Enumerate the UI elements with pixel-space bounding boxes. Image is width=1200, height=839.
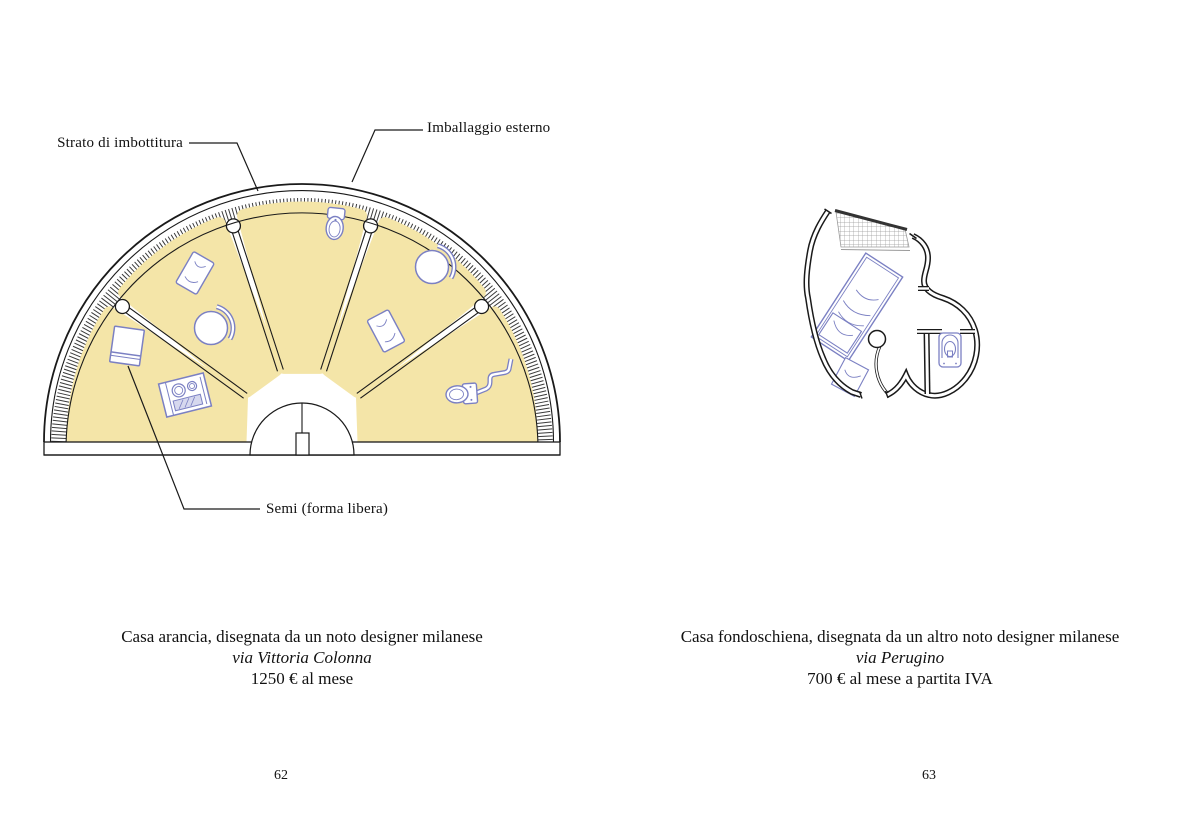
right-figure-caption xyxy=(650,626,1150,689)
caption-price: 1250 € al mese xyxy=(250,669,354,688)
caption-title: Casa fondoschiena, disegnata da un altro noto designer milanese xyxy=(680,627,1120,646)
bed-icon xyxy=(811,253,902,361)
caption-title: Casa arancia, disegnata da un noto designer milanese xyxy=(121,627,483,646)
annotation-packaging: Imballaggio esterno xyxy=(427,120,551,136)
left-figure-caption xyxy=(52,626,552,689)
door-leaf xyxy=(296,433,309,455)
orange-house-floorplan xyxy=(30,95,580,535)
toilet-icon xyxy=(939,333,961,367)
butt-house-floorplan xyxy=(795,195,995,410)
annotation-padding: Strato di imbottitura xyxy=(57,135,183,151)
caption-price: 700 € al mese a partita IVA xyxy=(807,669,993,688)
page-number-right: 63 xyxy=(922,768,936,783)
skylight-grid xyxy=(835,211,910,251)
bed-icon xyxy=(110,326,145,366)
annotation-seeds: Semi (forma libera) xyxy=(266,501,389,517)
page-number-left: 62 xyxy=(274,768,288,783)
caption-street: via Vittoria Colonna xyxy=(232,648,372,667)
caption-street: via Perugino xyxy=(855,648,945,667)
door-swing-arc xyxy=(876,346,888,394)
side-table-icon xyxy=(869,331,886,348)
